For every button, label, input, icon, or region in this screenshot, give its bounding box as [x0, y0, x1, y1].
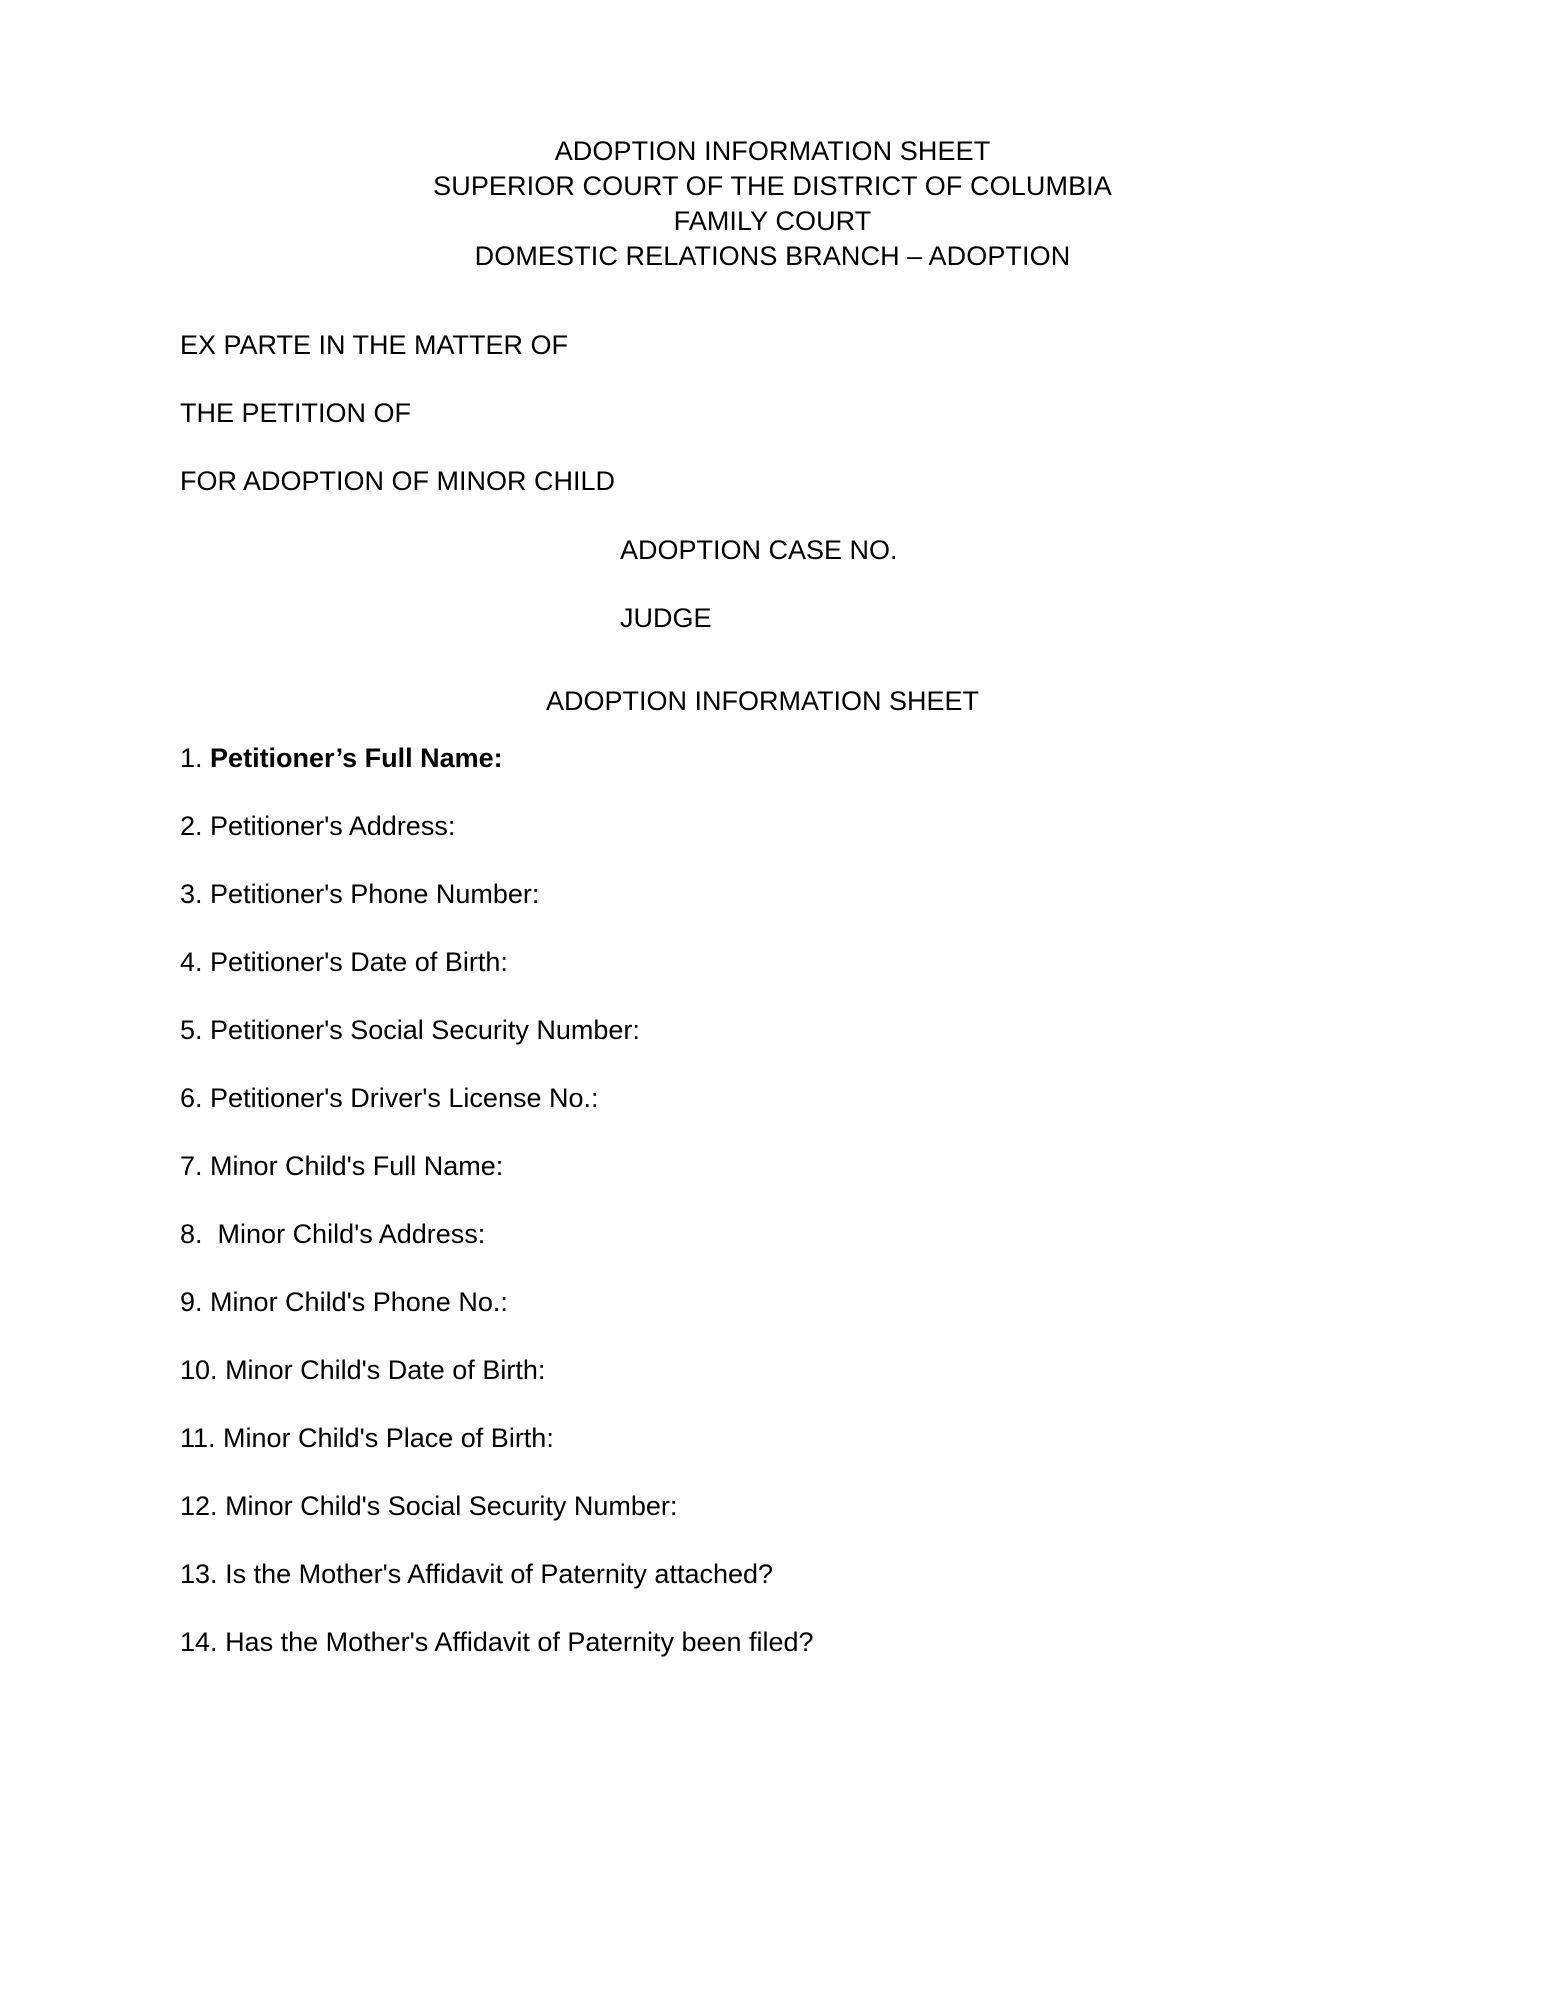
list-item-14-number: 14. — [180, 1627, 218, 1657]
section-title: ADOPTION INFORMATION SHEET — [545, 686, 979, 716]
list-item-1-number: 1. — [180, 743, 203, 773]
list-item-11 — [180, 1421, 1365, 1456]
document-content — [180, 0, 1365, 1693]
header-line-court: SUPERIOR COURT OF THE DISTRICT OF COLUMBIA — [433, 171, 1112, 201]
list-item-6-label: Petitioner's Driver's License No.: — [210, 1083, 599, 1113]
header-line-branch: DOMESTIC RELATIONS BRANCH – ADOPTION — [474, 241, 1071, 271]
list-item-14-label: Has the Mother's Affidavit of Paternity been filed? — [225, 1627, 814, 1657]
list-item-10-label: Minor Child's Date of Birth: — [225, 1355, 546, 1385]
judge-label: JUDGE — [620, 603, 712, 633]
document-header — [180, 134, 1365, 274]
list-item-7-label: Minor Child's Full Name: — [210, 1151, 504, 1181]
list-item-9 — [180, 1285, 1365, 1320]
list-item-4 — [180, 945, 1365, 980]
list-item-13-label: Is the Mother's Affidavit of Paternity attached? — [225, 1559, 774, 1589]
list-item-12 — [180, 1489, 1365, 1524]
list-item-9-label: Minor Child's Phone No.: — [210, 1287, 508, 1317]
list-item-11-number: 11. — [180, 1423, 216, 1453]
list-item-10 — [180, 1353, 1365, 1388]
list-item-3-number: 3. — [180, 879, 203, 909]
adoption-case-number-label: ADOPTION CASE NO. — [620, 535, 898, 565]
list-item-6-number: 6. — [180, 1083, 203, 1113]
list-item-5-number: 5. — [180, 1015, 203, 1045]
list-item-6 — [180, 1081, 1365, 1116]
list-item-8-number: 8. — [180, 1219, 203, 1249]
list-item-8-label: Minor Child's Address: — [210, 1219, 486, 1249]
list-item-5 — [180, 1013, 1365, 1048]
caption-line-adoption: FOR ADOPTION OF MINOR CHILD — [180, 466, 616, 496]
list-item-14 — [180, 1625, 1365, 1660]
list-item-11-label: Minor Child's Place of Birth: — [223, 1423, 554, 1453]
list-item-13-number: 13. — [180, 1559, 218, 1589]
header-line-division: FAMILY COURT — [673, 206, 872, 236]
list-item-5-label: Petitioner's Social Security Number: — [210, 1015, 640, 1045]
list-item-2-number: 2. — [180, 811, 203, 841]
case-caption — [180, 328, 1365, 499]
list-item-2-label: Petitioner's Address: — [210, 811, 456, 841]
list-item-8 — [180, 1217, 1365, 1252]
list-item-1-label: Petitioner’s Full Name: — [210, 743, 503, 773]
list-item-9-number: 9. — [180, 1287, 203, 1317]
list-item-1 — [180, 741, 1365, 776]
list-item-2 — [180, 809, 1365, 844]
list-item-10-number: 10. — [180, 1355, 218, 1385]
list-item-13 — [180, 1557, 1365, 1592]
list-item-7 — [180, 1149, 1365, 1184]
list-item-4-number: 4. — [180, 947, 203, 977]
list-item-3-label: Petitioner's Phone Number: — [210, 879, 540, 909]
information-items-list — [180, 741, 1365, 1660]
caption-line-ex-parte: EX PARTE IN THE MATTER OF — [180, 330, 569, 360]
caption-line-petition: THE PETITION OF — [180, 398, 412, 428]
case-info-block — [180, 533, 1365, 636]
list-item-12-label: Minor Child's Social Security Number: — [225, 1491, 678, 1521]
list-item-4-label: Petitioner's Date of Birth: — [210, 947, 508, 977]
list-item-7-number: 7. — [180, 1151, 203, 1181]
header-line-title: ADOPTION INFORMATION SHEET — [554, 136, 991, 166]
list-item-3 — [180, 877, 1365, 912]
list-item-12-number: 12. — [180, 1491, 218, 1521]
